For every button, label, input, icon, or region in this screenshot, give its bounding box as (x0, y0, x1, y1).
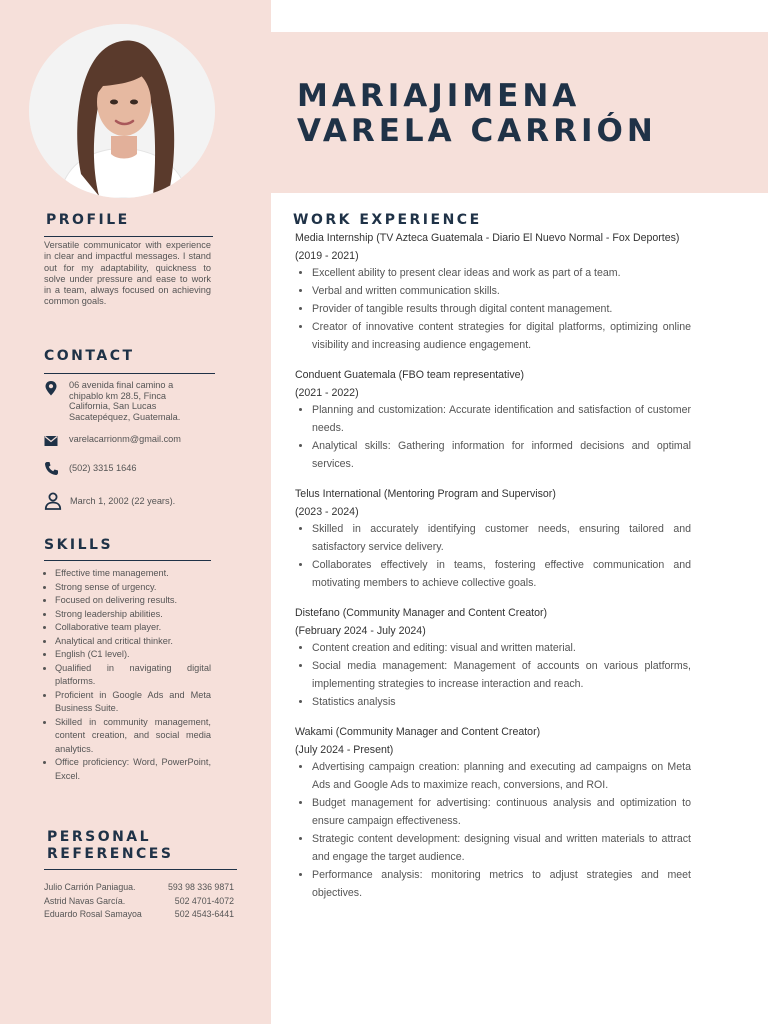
job-title: Wakami (Community Manager and Content Creator) (295, 726, 541, 739)
skill-item: • Strong leadership abilities. (55, 608, 211, 622)
job-bullet: • Content creation and editing: visual and written material. (312, 640, 691, 658)
job-bullet: • Planning and customization: Accurate identification and satisfaction of customer needs. (312, 402, 691, 438)
job-dates: (2019 - 2021) (295, 249, 359, 262)
job-dates: (2023 - 2024) (295, 505, 359, 518)
job-dates: (2021 - 2022) (295, 386, 359, 399)
location-pin-icon (44, 380, 58, 396)
portrait-image (29, 24, 215, 198)
job-entry (295, 724, 691, 903)
work-experience-list (295, 230, 691, 915)
references-divider (44, 869, 237, 870)
job-entry (295, 367, 691, 474)
skill-item: • Proficient in Google Ads and Meta Business Suite. (55, 689, 211, 716)
skills-heading: SKILLS (44, 537, 114, 553)
profile-text: Versatile communicator with experience in clear and impactful messages. I stand out for my adaptability, quickness to solve under pressure and ease to work in a team, always focused on achieving common goals. (44, 240, 211, 307)
reference-name: Astrid Navas García. (44, 896, 126, 906)
job-bullet: • Creator of innovative content strategies for digital platforms, optimizing online visibility and increasing audience engagement. (312, 319, 691, 355)
header-band (271, 32, 768, 193)
work-experience-heading: WORK EXPERIENCE (293, 212, 482, 228)
skills-divider (44, 560, 211, 561)
profile-heading: PROFILE (46, 212, 130, 228)
email-text[interactable]: varelacarrionm@gmail.com (69, 434, 181, 444)
references-heading-line-1: PERSONAL (47, 829, 152, 845)
job-title: Telus International (Mentoring Program and Supervisor) (295, 487, 556, 500)
job-bullet: • Advertising campaign creation: planning and executing ad campaigns on Meta Ads and Google Ads to maximize reach, conversions, and ROI. (312, 759, 691, 795)
birthdate-text: March 1, 2002 (22 years). (70, 496, 176, 506)
contact-email[interactable] (44, 434, 181, 447)
job-bullet: • Collaborates effectively in teams, fostering effective communication and motivating members to achieve collective goals. (312, 557, 691, 593)
job-bullet: • Skilled in accurately identifying customer needs, ensuring tailored and satisfactory service delivery. (312, 521, 691, 557)
skill-item: • Qualified in navigating digital platforms. (55, 662, 211, 689)
contact-divider (44, 373, 215, 374)
skill-item: • Skilled in community management, content creation, and social media analytics. (55, 716, 211, 757)
job-bullets (295, 265, 691, 355)
job-bullets (295, 521, 691, 593)
reference-row (44, 909, 234, 919)
reference-row (44, 882, 234, 892)
references-heading (47, 829, 173, 863)
skill-item: • Analytical and critical thinker. (55, 635, 211, 649)
name-line-1: MARIAJIMENA (297, 78, 581, 114)
job-bullet: • Verbal and written communication skills. (312, 283, 691, 301)
job-entry (295, 605, 691, 712)
skill-item: • Strong sense of urgency. (55, 581, 211, 595)
skill-item: • English (C1 level). (55, 648, 211, 662)
job-bullet: • Statistics analysis (312, 694, 691, 712)
name-line-2: VARELA CARRIÓN (297, 113, 657, 149)
contact-address (44, 380, 209, 422)
skills-list (44, 567, 211, 783)
user-icon (44, 492, 62, 510)
job-bullet: • Provider of tangible results through digital content management. (312, 301, 691, 319)
contact-birthdate (44, 492, 175, 510)
profile-divider (44, 236, 213, 237)
job-bullet: • Strategic content development: designing visual and written materials to attract and engage the target audience. (312, 831, 691, 867)
job-dates: (July 2024 - Present) (295, 743, 394, 756)
references-heading-line-2: REFERENCES (47, 846, 174, 862)
job-bullet: • Performance analysis: monitoring metrics to adjust strategies and meet objectives. (312, 867, 691, 903)
phone-icon (44, 461, 58, 476)
mail-icon (44, 435, 58, 447)
full-name (297, 79, 657, 149)
job-title: Media Internship (TV Azteca Guatemala - Diario El Nuevo Normal - Fox Deportes) (295, 232, 680, 244)
reference-name: Eduardo Rosal Samayoa (44, 909, 142, 919)
address-text: 06 avenida final camino a chipablo km 28.5, Finca California, San Lucas Sacatepéquez, Guatemala. (69, 380, 181, 422)
profile-photo (29, 24, 215, 198)
reference-phone: 502 4543-6441 (174, 909, 234, 919)
reference-phone: 593 98 336 9871 (167, 882, 234, 892)
job-bullet: • Budget management for advertising: continuous analysis and optimization to ensure campaign effectiveness. (312, 795, 691, 831)
skill-item: • Focused on delivering results. (55, 594, 211, 608)
job-bullets (295, 402, 691, 474)
job-dates: (February 2024 - July 2024) (295, 624, 426, 637)
skill-item: • Effective time management. (55, 567, 211, 581)
skill-item: • Office proficiency: Word, PowerPoint, Excel. (55, 756, 211, 783)
contact-heading: CONTACT (44, 348, 135, 364)
job-bullets (295, 640, 691, 712)
job-title: Conduent Guatemala (FBO team representative) (295, 368, 525, 381)
skill-item: • Collaborative team player. (55, 621, 211, 635)
job-entry (295, 230, 691, 355)
job-bullets (295, 759, 691, 902)
reference-phone: 502 4701-4072 (174, 896, 234, 906)
job-bullet: • Social media management: Management of accounts on various platforms, implementing strategies to increase interaction and reach. (312, 658, 691, 694)
phone-text: (502) 3315 1646 (69, 463, 137, 473)
job-bullet: • Excellent ability to present clear ideas and work as part of a team. (312, 265, 691, 283)
job-bullet: • Analytical skills: Gathering information for informed decisions and optimal services. (312, 438, 691, 474)
reference-row (44, 896, 234, 906)
top-strip (271, 0, 768, 32)
job-entry (295, 486, 691, 593)
contact-phone (44, 461, 136, 476)
reference-name: Julio Carrión Paniagua. (44, 882, 136, 892)
job-title: Distefano (Community Manager and Content Creator) (295, 607, 548, 619)
